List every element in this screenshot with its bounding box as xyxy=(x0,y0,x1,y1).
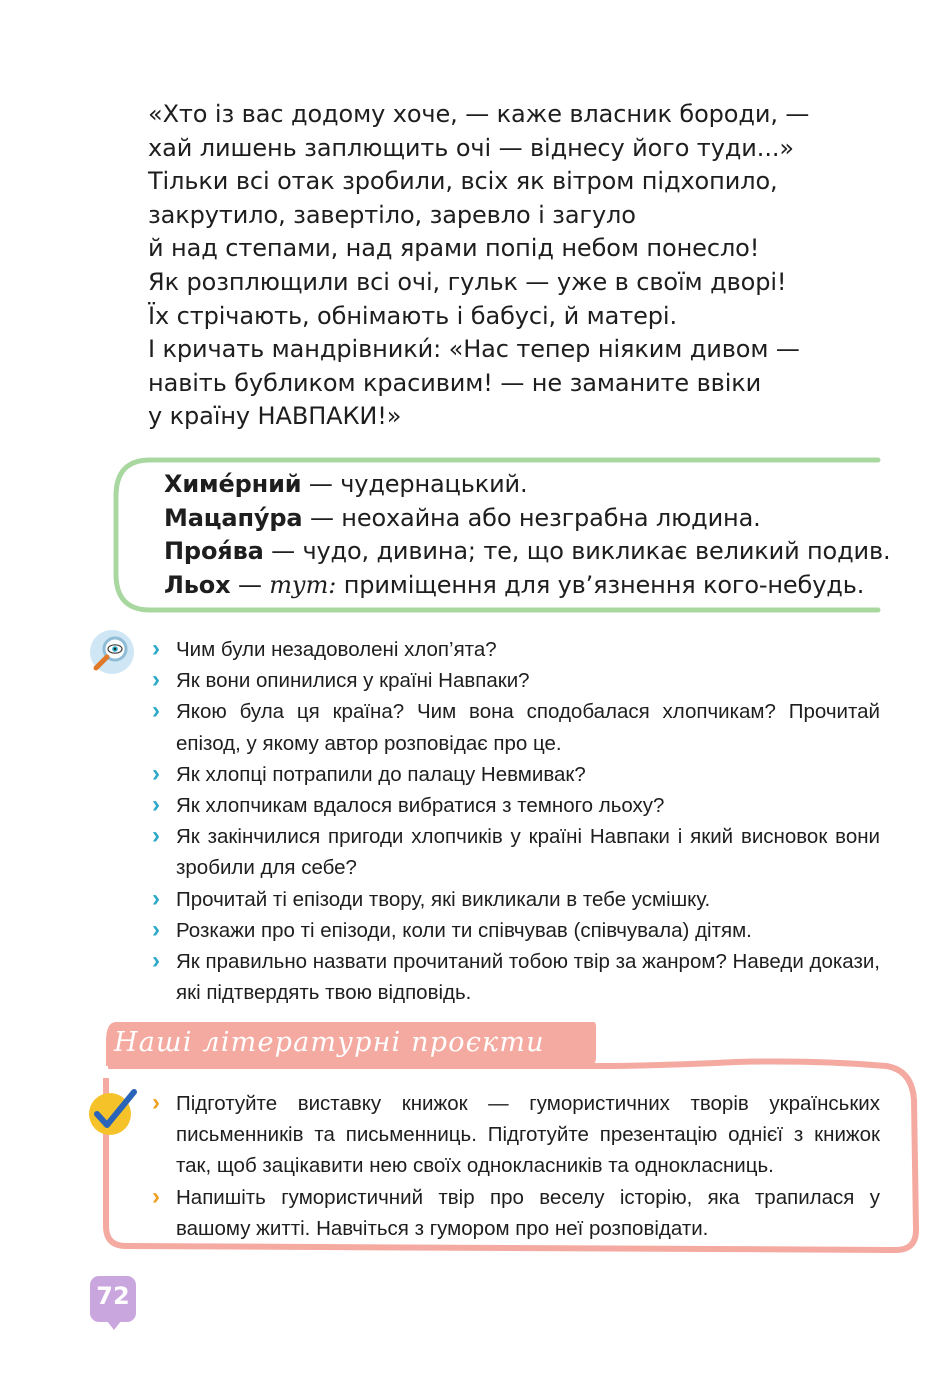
glossary-definition: неохайна або незграбна людина. xyxy=(341,503,761,532)
page-number: 72 xyxy=(96,1282,130,1310)
question-item: › Розкажи про ті епізоди, коли ти співчував (співчувала) дітям. xyxy=(150,915,880,946)
glossary-dash: — xyxy=(301,470,341,498)
question-item: › Як правильно назвати прочитаний тобою твір за жанром? Наведи докази, які підтвердять твою відповідь. xyxy=(150,946,880,1008)
poem-line: хай лишень заплющить очі — віднесу його туди...» xyxy=(148,133,794,162)
glossary-dash: — xyxy=(263,537,303,566)
magnifier-eye-icon xyxy=(88,628,136,676)
glossary-definition: приміщення для ув’язнення кого-небудь. xyxy=(336,570,865,599)
glossary-term: Химе́рний xyxy=(164,470,302,498)
projects-list xyxy=(150,1088,880,1244)
glossary-item xyxy=(164,569,884,603)
question-item: › Чим були незадоволені хлоп’ята? xyxy=(150,634,880,665)
question-item: › Як хлопчикам вдалося вибратися з темного льоху? xyxy=(150,790,880,821)
poem-line: Їх стрічають, обнімають і бабусі, й матері. xyxy=(148,301,678,330)
poem-text xyxy=(148,98,908,434)
glossary-definition: чудернацький. xyxy=(340,470,528,498)
glossary-dash: — xyxy=(302,503,342,532)
glossary-term: Мацапу́ра xyxy=(164,503,303,532)
glossary xyxy=(164,468,891,602)
poem-line: Тільки всі отак зробили, всіх як вітром підхопило, xyxy=(148,167,778,196)
poem-line: й над степами, над ярами попід небом понесло! xyxy=(148,234,760,263)
poem-line: навіть бубликом красивим! — не заманите ввіки xyxy=(148,368,762,397)
glossary-term: Льох xyxy=(164,570,231,599)
glossary-item xyxy=(164,502,884,536)
glossary-item xyxy=(164,535,891,569)
poem-line: «Хто із вас додому хоче, — каже власник бороди, — xyxy=(148,100,810,128)
projects-title: Наші літературні проєкти xyxy=(114,1027,545,1058)
glossary-term: Проя́ва xyxy=(164,537,264,566)
poem-line: закрутило, завертіло, заревло і загуло xyxy=(148,200,636,229)
question-item: › Як хлопці потрапили до палацу Невмивак? xyxy=(150,759,880,790)
checkmark-icon xyxy=(86,1086,140,1138)
questions-list xyxy=(150,634,880,1008)
glossary-dash: — xyxy=(230,570,270,599)
glossary-item xyxy=(164,468,884,502)
question-item: › Якою була ця країна? Чим вона сподобалася хлопчикам? Прочитай епізод, у якому автор розповідає про це. xyxy=(150,696,880,758)
question-item: › Як закінчилися пригоди хлопчиків у країні Навпаки і який висновок вони зробили для себе? xyxy=(150,821,880,883)
question-item: › Прочитай ті епізоди твору, які викликали в тебе усмішку. xyxy=(150,884,880,915)
poem-line: Як розплющили всі очі, гульк — уже в своїм дворі! xyxy=(148,267,787,296)
project-item: › Напишіть гумористичний твір про веселу історію, яка трапилася у вашому житті. Навчіться з гумором про неї розповідати. xyxy=(150,1182,880,1244)
project-item: › Підготуйте виставку книжок — гумористичних творів українських письменників та письменниць. Підготуйте презентацію однієї з книжок так, щоб зацікавити нею своїх однокласників та однокласниць. xyxy=(150,1088,880,1182)
poem-line: у країну НАВПАКИ!» xyxy=(148,402,402,431)
question-item: › Як вони опинилися у країні Навпаки? xyxy=(150,665,880,696)
glossary-definition: чудо, дивина; те, що викликає великий подив. xyxy=(302,537,891,566)
poem-line: І кричать мандрівники́: «Нас тепер ніяким дивом — xyxy=(148,335,800,364)
glossary-note: тут: xyxy=(269,570,337,599)
